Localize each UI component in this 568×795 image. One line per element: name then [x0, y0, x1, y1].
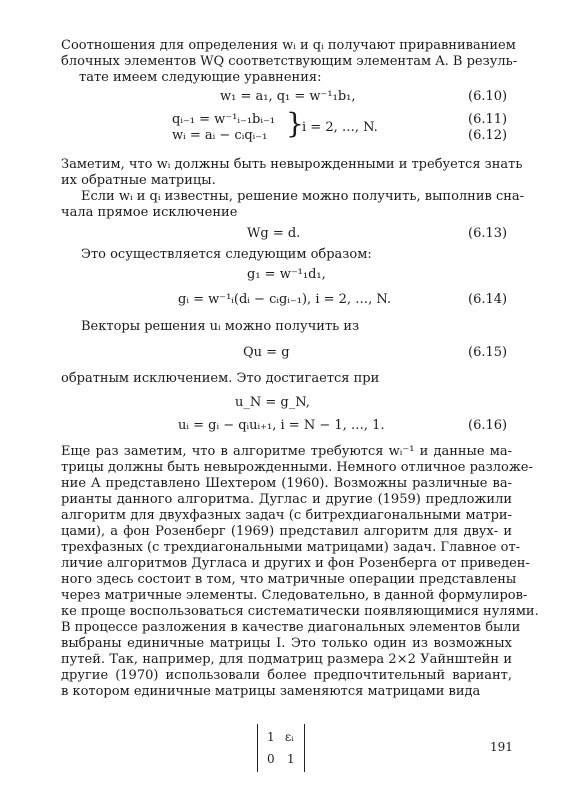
equation-number: (6.13) — [468, 226, 508, 241]
text-line: в котором единичные матрицы заменяются матрицами вида — [61, 684, 481, 699]
equation-number: (6.16) — [468, 418, 508, 433]
text-line: Векторы решения uᵢ можно получить из — [81, 319, 360, 334]
text-line: путей. Так, например, для подматриц размера 2×2 Уайнштейн и — [61, 652, 512, 667]
equation-number: (6.15) — [468, 345, 508, 360]
matrix-cell: εᵢ — [285, 730, 294, 744]
text-line: ке проще воспользоваться систематически появляющимися нулями. — [61, 604, 539, 619]
text-line: В процессе разложения в качестве диагональных элементов были — [61, 620, 521, 635]
matrix-cell: 1 — [287, 752, 295, 766]
text-line: Заметим, что wᵢ должны быть невырожденными и требуется знать — [61, 157, 523, 172]
equation-6-11: qᵢ₋₁ = w⁻¹ᵢ₋₁bᵢ₋₁ — [172, 112, 276, 127]
text-line: Это осуществляется следующим образом: — [81, 247, 372, 262]
equation-6-14a: g₁ = w⁻¹₁d₁, — [247, 267, 326, 282]
text-line: Соотношения для определения wᵢ и qᵢ получают приравниванием — [61, 38, 516, 53]
text-line: рианты данного алгоритма. Дуглас и другие (1959) предложили — [61, 492, 512, 507]
text-line: трицы должны быть невырожденными. Немного отличное разложе- — [61, 460, 533, 475]
equation-6-16a: u_N = g_N, — [235, 395, 310, 410]
text-line: другие (1970) использовали более предпочтительный вариант, — [61, 668, 512, 683]
text-line: блочных элементов WQ соответствующим элементам A. В резуль- — [61, 54, 518, 69]
brace-icon: } — [286, 107, 304, 140]
equation-number: (6.14) — [468, 292, 508, 307]
text-line: алгоритм для двухфазных задач (с битрехдиагональными матри- — [61, 508, 512, 523]
text-line: тате имеем следующие уравнения: — [79, 70, 322, 85]
text-line: чала прямое исключение — [61, 205, 238, 220]
page-number: 191 — [490, 740, 513, 754]
equation-6-12: wᵢ = aᵢ − cᵢqᵢ₋₁ — [172, 128, 268, 143]
text-line: ние A представлено Шехтером (1960). Возможны различные ва- — [61, 476, 512, 491]
text-line: цами), а фон Розенберг (1969) представил алгоритм для двух- и — [61, 524, 512, 539]
equation-6-14b: gᵢ = w⁻¹ᵢ(dᵢ − cᵢgᵢ₋₁), i = 2, …, N. — [178, 292, 392, 307]
equation-6-13: Wg = d. — [247, 226, 301, 241]
matrix-cell: 0 — [267, 752, 275, 766]
text-line: ного здесь состоит в том, что матричные операции представлены — [61, 572, 517, 587]
matrix-cell: 1 — [267, 730, 275, 744]
equation-number: (6.12) — [468, 128, 508, 143]
text-line: Еще раз заметим, что в алгоритме требуются wᵢ⁻¹ и данные ма- — [61, 444, 512, 459]
text-line: выбраны единичные матрицы I. Это только один из возможных — [61, 636, 512, 651]
text-line: обратным исключением. Это достигается при — [61, 371, 380, 386]
text-line: через матричные элементы. Следовательно, в данной формулиров- — [61, 588, 528, 603]
equation-range: i = 2, …, N. — [302, 120, 378, 135]
equation-6-16b: uᵢ = gᵢ − qᵢuᵢ₊₁, i = N − 1, …, 1. — [178, 418, 385, 433]
equation-6-10: w₁ = a₁, q₁ = w⁻¹₁b₁, — [220, 89, 356, 104]
text-line: их обратные матрицы. — [61, 173, 216, 188]
text-line: личие алгоритмов Дугласа и других и фон Розенберга от приведен- — [61, 556, 530, 571]
equation-number: (6.11) — [468, 112, 508, 127]
equation-number: (6.10) — [468, 89, 508, 104]
matrix-2x2 — [257, 724, 305, 772]
text-line: трехфазных (с трехдиагональными матрицами) задач. Главное от- — [61, 540, 521, 555]
equation-6-15: Qu = g — [243, 345, 290, 360]
text-line: Если wᵢ и qᵢ известны, решение можно получить, выполнив сна- — [81, 189, 525, 204]
